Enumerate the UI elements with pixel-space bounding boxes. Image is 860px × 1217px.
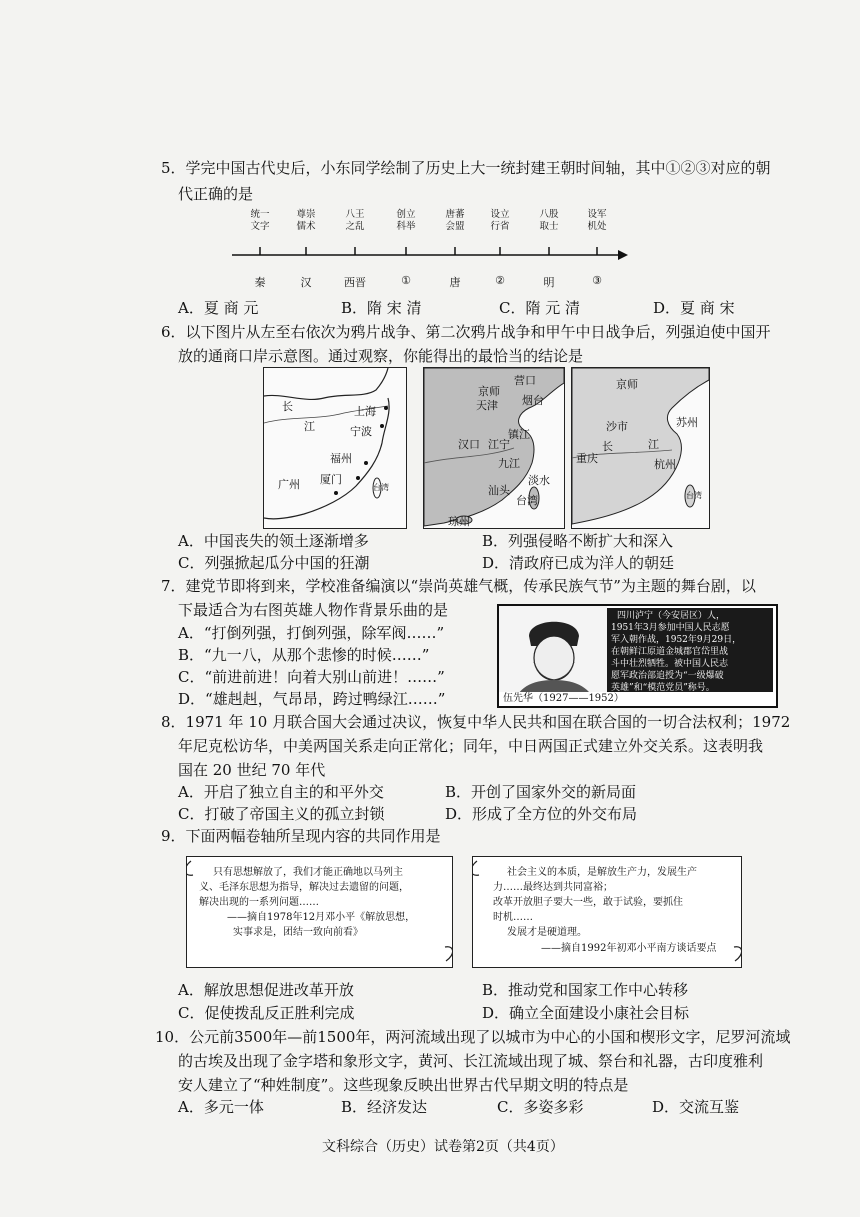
scroll2-line: 改革开放胆子要大一些，敢于试验，要抓住 — [493, 897, 683, 908]
scroll1-line: 义、毛泽东思想为指导，解决过去遗留的问题， — [199, 882, 409, 893]
timeline-dynasty-4: ① — [401, 274, 411, 287]
map-coastline-3 — [572, 368, 709, 528]
q10-option-c[interactable]: C．多姿多彩 — [497, 1098, 584, 1116]
q10-option-a[interactable]: A．多元一体 — [178, 1098, 264, 1116]
timeline-event-7: 八股 取士 — [539, 209, 559, 232]
q10-option-d[interactable]: D．交流互鉴 — [652, 1098, 740, 1116]
map-second-opium-war — [423, 367, 565, 529]
map-coastline-1 — [264, 368, 406, 528]
scroll2-line: 时机…… — [493, 912, 533, 923]
q10-option-b[interactable]: B．经济发达 — [341, 1098, 428, 1116]
map2-label: 营口 — [514, 374, 536, 387]
q6-stem-1: 6．以下图片从左至右依次为鸦片战争、第二次鸦片战争和甲午中日战争后，列强迫使中国开 — [161, 323, 771, 341]
map1-label: 广州 — [278, 478, 300, 491]
portrait-caption-line: 在朝鲜江原道金城郡官岱里战 — [611, 647, 729, 657]
map2-label: 琼州 — [448, 515, 470, 528]
scroll1-line: 解决出现的一系列问题…… — [199, 897, 319, 908]
page-footer: 文科综合（历史）试卷第2页（共4页） — [322, 1139, 564, 1155]
map1-label: 福州 — [330, 452, 352, 465]
q7-stem-2: 下最适合为右图英雄人物作背景乐曲的是 — [178, 601, 449, 619]
map2-label: 汕头 — [488, 484, 510, 497]
map3-label: 杭州 — [654, 458, 676, 471]
scroll1-line: 实事求是，团结一致向前看》 — [233, 927, 363, 938]
q8-stem-2: 年尼克松访华，中美两国关系走向正常化；同年，中日两国正式建立外交关系。这表明我 — [178, 737, 764, 755]
map3-label: 重庆 — [576, 452, 598, 465]
scroll-1992 — [472, 856, 742, 968]
q9-option-b[interactable]: B．推动党和国家工作中心转移 — [482, 981, 689, 999]
map1-label: 厦门 — [320, 473, 342, 486]
map2-label: 烟台 — [522, 394, 544, 407]
q9-option-d[interactable]: D．确立全面建设小康社会目标 — [482, 1004, 690, 1022]
timeline-dynasty-2: 汉 — [300, 276, 312, 289]
q8-stem-1: 8．1971 年 10 月联合国大会通过决议，恢复中华人民共和国在联合国的一切合法权利；1972 — [161, 713, 791, 731]
q5-option-b[interactable]: B．隋 宋 清 — [341, 299, 422, 317]
timeline-event-8: 设军 机处 — [587, 209, 607, 232]
q5-option-d[interactable]: D．夏 商 宋 — [653, 299, 735, 317]
scroll-1978 — [186, 856, 453, 968]
timeline-dynasty-3: 西晋 — [344, 276, 366, 289]
q7-option-c[interactable]: C．“前进前进！向着大别山前进！……” — [178, 668, 445, 686]
scroll2-line: 发展才是硬道理。 — [507, 927, 587, 938]
map2-label: 九江 — [498, 457, 520, 470]
map2-label: 台湾 — [516, 494, 538, 507]
q9-option-a[interactable]: A．解放思想促进改革开放 — [178, 981, 354, 999]
portrait-name: 伍先华（1927——1952） — [503, 693, 624, 704]
q5-option-c[interactable]: C．隋 元 清 — [499, 299, 581, 317]
timeline-event-3: 八王 之乱 — [345, 209, 365, 232]
timeline-dynasty-8: ③ — [592, 274, 602, 287]
q8-option-c[interactable]: C．打破了帝国主义的孤立封锁 — [178, 805, 385, 823]
map1-label: 宁波 — [350, 425, 372, 438]
map1-label: 上海 — [354, 405, 376, 418]
map2-label: 江宁 — [488, 438, 510, 451]
q6-stem-2: 放的通商口岸示意图。通过观察，你能得出的最恰当的结论是 — [178, 347, 584, 365]
scroll2-line: 力……最终达到共同富裕； — [493, 882, 613, 893]
q8-stem-3: 国在 20 世纪 70 年代 — [178, 761, 326, 779]
q10-stem-3: 安人建立了“种姓制度”。这些现象反映出世界古代早期文明的特点是 — [178, 1076, 629, 1094]
portrait-caption-line: 愿军政治部追授为“一级爆破 — [611, 671, 724, 681]
map2-label: 京师 — [478, 385, 500, 398]
q6-option-a[interactable]: A．中国丧失的领土逐渐增多 — [178, 532, 369, 550]
q8-option-a[interactable]: A．开启了独立自主的和平外交 — [178, 783, 384, 801]
hero-portrait-card — [497, 604, 778, 708]
map3-label: 江 — [648, 438, 659, 451]
map3-label: 沙市 — [606, 420, 628, 433]
map1-label: 长 — [282, 400, 293, 413]
q8-option-b[interactable]: B．开创了国家外交的新局面 — [445, 783, 637, 801]
q5-stem-2: 代正确的是 — [178, 185, 254, 203]
map2-label: 汉口 — [458, 438, 480, 451]
map2-label: 淡水 — [528, 474, 550, 487]
map2-label: 天津 — [476, 399, 498, 412]
timeline-event-6: 设立 行省 — [490, 209, 510, 232]
map1-label: 江 — [304, 420, 315, 433]
map1-label: 台湾 — [373, 483, 389, 492]
scroll2-line: ——摘自1992年初邓小平南方谈话要点 — [541, 943, 717, 954]
timeline-axis — [0, 0, 860, 300]
q5-option-a[interactable]: A．夏 商 元 — [178, 299, 259, 317]
q7-option-b[interactable]: B．“九一八，从那个悲惨的时候……” — [178, 646, 430, 664]
scroll1-line: ——摘自1978年12月邓小平《解放思想， — [227, 912, 416, 923]
map2-label: 镇江 — [508, 428, 530, 441]
portrait-caption-line: 英雄”和“模范党员”称号。 — [611, 683, 715, 693]
timeline-dynasty-5: 唐 — [449, 276, 461, 289]
portrait-caption-line: 四川泸宁（今安居区）人， — [617, 611, 726, 621]
q9-stem-1: 9．下面两幅卷轴所呈现内容的共同作用是 — [161, 827, 441, 845]
q6-option-d[interactable]: D．清政府已成为洋人的朝廷 — [482, 554, 675, 572]
timeline-dynasty-1: 秦 — [254, 276, 266, 289]
scroll2-line: 社会主义的本质，是解放生产力，发展生产 — [507, 867, 697, 878]
portrait-caption-line: 斗中壮烈牺牲。被中国人民志 — [611, 659, 729, 669]
timeline-event-2: 尊崇 儒术 — [296, 209, 316, 232]
timeline-dynasty-6: ② — [495, 274, 505, 287]
q10-stem-1: 10．公元前3500年—前1500年，两河流域出现了以城市为中心的小国和楔形文字，尼罗河流域 — [155, 1028, 791, 1046]
q8-option-d[interactable]: D．形成了全方位的外交布局 — [445, 805, 638, 823]
portrait-caption-line: 军入朝作战，1952年9月29日， — [611, 635, 742, 645]
map3-label: 长 — [602, 440, 613, 453]
map-opium-war — [263, 367, 407, 529]
timeline-dynasty-7: 明 — [543, 276, 555, 289]
q7-option-a[interactable]: A．“打倒列强，打倒列强，除军阀……” — [178, 624, 445, 642]
timeline-event-4: 创立 科举 — [396, 209, 416, 232]
portrait-caption-line: 1951年3月参加中国人民志愿 — [611, 623, 730, 633]
map3-label: 京师 — [616, 378, 638, 391]
q6-option-c[interactable]: C．列强掀起瓜分中国的狂潮 — [178, 554, 370, 572]
q5-stem-1: 5．学完中国古代史后，小东同学绘制了历史上大一统封建王朝时间轴，其中①②③对应的朝 — [161, 159, 771, 177]
map3-label: 苏州 — [676, 416, 698, 429]
scroll1-line: 只有思想解放了，我们才能正确地以马列主 — [213, 867, 403, 878]
q7-stem-1: 7．建党节即将到来，学校准备编演以“崇尚英雄气概，传承民族气节”为主题的舞台剧，以 — [161, 577, 756, 595]
q9-option-c[interactable]: C．促使拨乱反正胜利完成 — [178, 1004, 355, 1022]
timeline-event-1: 统一 文字 — [250, 209, 270, 232]
q6-option-b[interactable]: B．列强侵略不断扩大和深入 — [482, 532, 674, 550]
map-sino-japanese-war — [571, 367, 710, 529]
map3-label: 台湾 — [686, 491, 702, 500]
timeline-event-5: 唐蕃 会盟 — [445, 209, 465, 232]
q10-stem-2: 的古埃及出现了金字塔和象形文字，黄河、长江流域出现了城、祭台和礼器，古印度雅利 — [178, 1052, 764, 1070]
q7-option-d[interactable]: D．“雄赳赳，气昂昂，跨过鸭绿江……” — [178, 690, 446, 708]
